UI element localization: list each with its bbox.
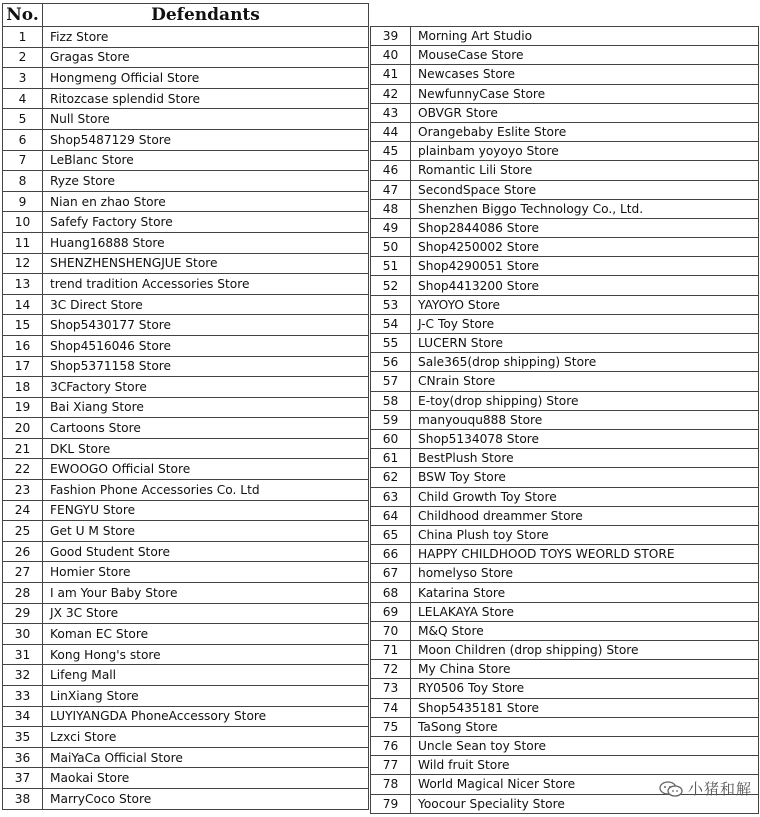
defendant-name: MouseCase Store [411,46,759,65]
table-row [371,564,759,583]
row-number: 48 [371,199,411,218]
defendant-name: homelyso Store [411,564,759,583]
row-number: 20 [3,418,43,439]
row-number: 8 [3,171,43,192]
defendant-name: Shop5371158 Store [43,356,369,377]
defendant-name: E-toy(drop shipping) Store [411,391,759,410]
header-no: No. [3,4,43,27]
table-row [3,377,369,398]
table-row [371,545,759,564]
defendant-name: plainbam yoyoyo Store [411,142,759,161]
row-number: 18 [3,377,43,398]
table-row [371,334,759,353]
row-number: 53 [371,295,411,314]
table-row [3,583,369,604]
defendant-name: Shop5134078 Store [411,429,759,448]
row-number: 14 [3,294,43,315]
table-row [3,47,369,68]
table-row [371,199,759,218]
table-row [371,161,759,180]
defendant-name: MaiYaCa Official Store [43,747,369,768]
defendant-name: RY0506 Toy Store [411,679,759,698]
row-number: 10 [3,212,43,233]
defendant-name: I am Your Baby Store [43,583,369,604]
table-row [371,122,759,141]
table-row [371,65,759,84]
defendant-name: Morning Art Studio [411,27,759,46]
row-number: 77 [371,756,411,775]
table-row [371,449,759,468]
defendant-name: LUCERN Store [411,334,759,353]
table-row [3,562,369,583]
defendant-name: 3C Direct Store [43,294,369,315]
watermark [658,778,752,799]
row-number: 73 [371,679,411,698]
table-row [371,468,759,487]
defendant-name: Shop4250002 Store [411,238,759,257]
defendant-name: EWOOGO Official Store [43,459,369,480]
defendant-name: Katarina Store [411,583,759,602]
table-row [371,391,759,410]
defendant-name: TaSong Store [411,717,759,736]
row-number: 71 [371,641,411,660]
defendant-name: Koman EC Store [43,624,369,645]
row-number: 40 [371,46,411,65]
row-number: 42 [371,84,411,103]
table-row [3,438,369,459]
defendant-name: 3CFactory Store [43,377,369,398]
row-number: 67 [371,564,411,583]
table-row [3,315,369,336]
defendant-name: Cartoons Store [43,418,369,439]
row-number: 43 [371,103,411,122]
defendant-name: SecondSpace Store [411,180,759,199]
defendant-name: trend tradition Accessories Store [43,274,369,295]
defendant-name: Fashion Phone Accessories Co. Ltd [43,480,369,501]
row-number: 9 [3,191,43,212]
row-number: 68 [371,583,411,602]
table-row [3,521,369,542]
table-row [371,103,759,122]
defendant-name: Uncle Sean toy Store [411,736,759,755]
table-row [371,142,759,161]
row-number: 45 [371,142,411,161]
table-row [371,717,759,736]
row-number: 28 [3,583,43,604]
row-number: 23 [3,480,43,501]
table-row [3,418,369,439]
row-number: 24 [3,500,43,521]
wechat-icon [658,780,684,798]
defendant-name: Kong Hong's store [43,644,369,665]
row-number: 36 [3,747,43,768]
row-number: 59 [371,410,411,429]
table-row [3,665,369,686]
row-number: 47 [371,180,411,199]
table-row [371,660,759,679]
row-number: 27 [3,562,43,583]
defendants-table-right [370,26,759,814]
defendant-name: J-C Toy Store [411,314,759,333]
defendant-name: DKL Store [43,438,369,459]
defendant-name: Wild fruit Store [411,756,759,775]
defendant-name: Yoocour Speciality Store [411,794,759,813]
defendant-name: Lifeng Mall [43,665,369,686]
row-number: 79 [371,794,411,813]
row-number: 30 [3,624,43,645]
row-number: 50 [371,238,411,257]
table-row [3,459,369,480]
row-number: 32 [3,665,43,686]
header-defendants: Defendants [43,4,369,27]
table-row [371,602,759,621]
defendant-name: Huang16888 Store [43,232,369,253]
defendant-name: FENGYU Store [43,500,369,521]
defendant-name: Shop5487129 Store [43,129,369,150]
row-number: 60 [371,429,411,448]
table-row [371,257,759,276]
row-number: 54 [371,314,411,333]
row-number: 61 [371,449,411,468]
row-number: 4 [3,88,43,109]
table-row [371,295,759,314]
defendant-name: Shenzhen Biggo Technology Co., Ltd. [411,199,759,218]
table-row [3,356,369,377]
defendant-name: OBVGR Store [411,103,759,122]
table-row [371,353,759,372]
row-number: 7 [3,150,43,171]
table-row [371,314,759,333]
table-header-row [3,4,369,27]
table-row [3,335,369,356]
row-number: 51 [371,257,411,276]
defendant-name: Get U M Store [43,521,369,542]
defendant-name: Homier Store [43,562,369,583]
table-row [371,180,759,199]
row-number: 46 [371,161,411,180]
row-number: 35 [3,727,43,748]
table-row [3,768,369,789]
defendant-name: Shop4516046 Store [43,335,369,356]
table-row [371,698,759,717]
table-row [3,603,369,624]
row-number: 55 [371,334,411,353]
table-row [371,84,759,103]
row-number: 70 [371,621,411,640]
table-row [371,736,759,755]
defendant-name: JX 3C Store [43,603,369,624]
table-row [371,46,759,65]
row-number: 2 [3,47,43,68]
table-row [3,191,369,212]
defendant-name: Child Growth Toy Store [411,487,759,506]
row-number: 75 [371,717,411,736]
table-row [371,679,759,698]
table-row [3,294,369,315]
row-number: 66 [371,545,411,564]
table-row [371,429,759,448]
table-row [3,150,369,171]
table-row [371,641,759,660]
table-row [371,372,759,391]
defendant-name: MarryCoco Store [43,788,369,809]
defendant-name: Null Store [43,109,369,130]
table-row [3,397,369,418]
row-number: 65 [371,525,411,544]
defendant-name: Shop2844086 Store [411,218,759,237]
defendant-name: HAPPY CHILDHOOD TOYS WEORLD STORE [411,545,759,564]
table-row [371,756,759,775]
defendant-name: Ritozcase splendid Store [43,88,369,109]
table-row [371,506,759,525]
table-row [3,624,369,645]
row-number: 31 [3,644,43,665]
row-number: 78 [371,775,411,794]
row-number: 21 [3,438,43,459]
defendant-name: Newcases Store [411,65,759,84]
row-number: 39 [371,27,411,46]
row-number: 44 [371,122,411,141]
table-row [371,525,759,544]
table-row [371,621,759,640]
row-number: 72 [371,660,411,679]
table-row [3,129,369,150]
watermark-text: 小猪和解 [687,780,752,798]
row-number: 12 [3,253,43,274]
table-row [371,218,759,237]
defendant-name: BestPlush Store [411,449,759,468]
defendant-name: Shop5435181 Store [411,698,759,717]
defendant-name: M&Q Store [411,621,759,640]
table-row [3,788,369,809]
row-number: 11 [3,232,43,253]
defendant-name: Shop5430177 Store [43,315,369,336]
row-number: 34 [3,706,43,727]
row-number: 19 [3,397,43,418]
table-row [3,109,369,130]
defendant-name: My China Store [411,660,759,679]
row-number: 57 [371,372,411,391]
row-number: 58 [371,391,411,410]
row-number: 13 [3,274,43,295]
table-row [371,583,759,602]
table-row [3,706,369,727]
table-row [371,410,759,429]
table-row [371,276,759,295]
table-row [3,171,369,192]
defendant-name: Shop4290051 Store [411,257,759,276]
row-number: 69 [371,602,411,621]
table-row [3,500,369,521]
defendant-name: Orangebaby Eslite Store [411,122,759,141]
table-row [3,212,369,233]
defendants-table-left [2,3,369,810]
table-row [371,238,759,257]
defendant-name: Ryze Store [43,171,369,192]
row-number: 76 [371,736,411,755]
table-row [3,644,369,665]
row-number: 17 [3,356,43,377]
row-number: 41 [371,65,411,84]
defendant-name: Bai Xiang Store [43,397,369,418]
defendant-name: manyouqu888 Store [411,410,759,429]
row-number: 3 [3,68,43,89]
row-number: 38 [3,788,43,809]
defendant-name: World Magical Nicer Store [411,775,759,794]
table-row [371,27,759,46]
defendant-name: Maokai Store [43,768,369,789]
table-row [3,253,369,274]
defendant-name: LinXiang Store [43,686,369,707]
defendant-name: Sale365(drop shipping) Store [411,353,759,372]
defendant-name: LELAKAYA Store [411,602,759,621]
table-row [371,487,759,506]
defendant-name: LeBlanc Store [43,150,369,171]
table-row [3,88,369,109]
row-number: 64 [371,506,411,525]
defendant-name: YAYOYO Store [411,295,759,314]
row-number: 49 [371,218,411,237]
row-number: 56 [371,353,411,372]
row-number: 6 [3,129,43,150]
table-row [3,27,369,48]
table-row [3,68,369,89]
defendant-name: BSW Toy Store [411,468,759,487]
defendant-name: Fizz Store [43,27,369,48]
table-row [3,480,369,501]
defendant-name: CNrain Store [411,372,759,391]
defendant-name: Shop4413200 Store [411,276,759,295]
defendant-name: Gragas Store [43,47,369,68]
row-number: 5 [3,109,43,130]
row-number: 37 [3,768,43,789]
row-number: 74 [371,698,411,717]
table-row [3,727,369,748]
row-number: 25 [3,521,43,542]
defendant-name: Childhood dreammer Store [411,506,759,525]
defendant-name: Romantic Lili Store [411,161,759,180]
table-row [3,541,369,562]
defendant-name: Moon Children (drop shipping) Store [411,641,759,660]
row-number: 15 [3,315,43,336]
row-number: 16 [3,335,43,356]
table-row [3,747,369,768]
table-row [3,686,369,707]
row-number: 1 [3,27,43,48]
defendant-name: NewfunnyCase Store [411,84,759,103]
row-number: 62 [371,468,411,487]
defendant-name: LUYIYANGDA PhoneAccessory Store [43,706,369,727]
defendant-name: Safefy Factory Store [43,212,369,233]
table-row [3,274,369,295]
row-number: 52 [371,276,411,295]
defendant-name: Hongmeng Official Store [43,68,369,89]
defendant-name: China Plush toy Store [411,525,759,544]
row-number: 26 [3,541,43,562]
defendant-name: Lzxci Store [43,727,369,748]
row-number: 22 [3,459,43,480]
defendant-name: SHENZHENSHENGJUE Store [43,253,369,274]
row-number: 29 [3,603,43,624]
table-row [3,232,369,253]
defendant-name: Good Student Store [43,541,369,562]
row-number: 33 [3,686,43,707]
row-number: 63 [371,487,411,506]
defendant-name: Nian en zhao Store [43,191,369,212]
